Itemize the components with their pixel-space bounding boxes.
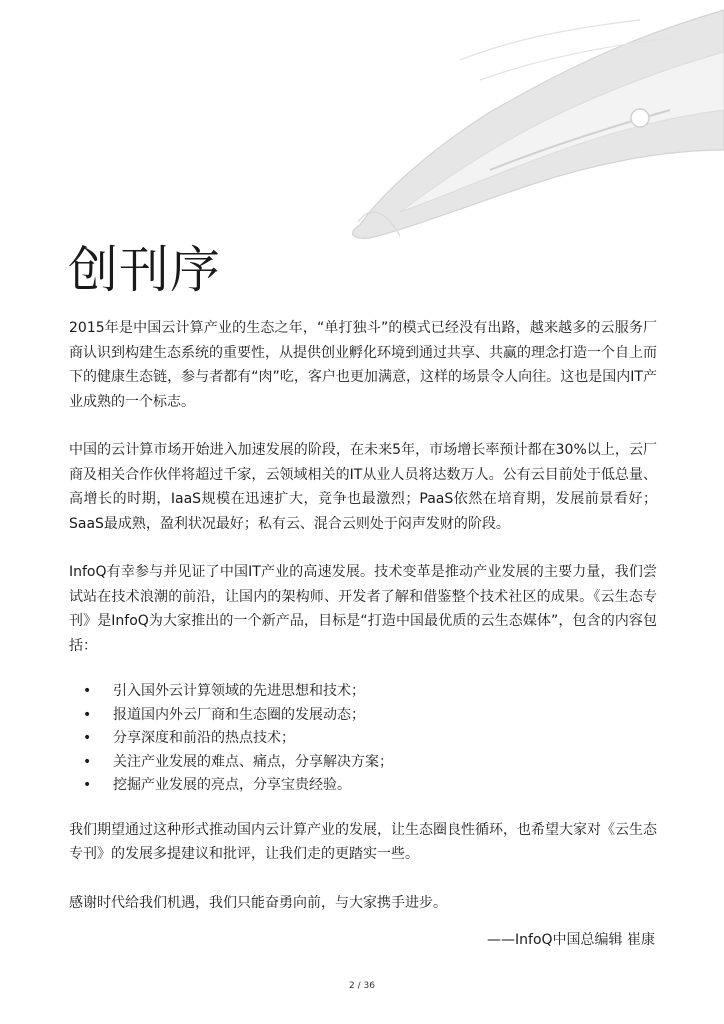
bullet-icon: • <box>83 753 92 770</box>
list-item-text: 挖掘产业发展的亮点，分享宝贵经验。 <box>113 777 351 793</box>
closing-paragraph-1: 我们期望通过这种形式推动国内云计算产业的发展，让生态圈良性循环，也希望大家对《云生态专刊》的发展多提建议和批评，让我们走的更踏实一些。 <box>69 821 657 862</box>
list-item <box>69 727 657 751</box>
list-item <box>69 774 657 798</box>
list-item <box>69 751 657 775</box>
intro-paragraph-3: InfoQ有幸参与并见证了中国IT产业的高速发展。技术变革是推动产业发展的主要力量，我们尝试站在技术浪潮的前沿，让国内的架构师、开发者了解和借鉴整个技术社区的成果。《云生态专刊》是InfoQ为大家推出的一个新产品，目标是“打造中国最优质的云生态媒体”，包含的内容包括： <box>69 564 657 654</box>
intro-paragraph-1: 2015年是中国云计算产业的生态之年，“单打独斗”的模式已经没有出路，越来越多的云服务厂商认识到构建生态系统的重要性，从提供创业孵化环境到通过共享、共赢的理念打造一个自上而下的健康生态链，参与者都有“肉”吃，客户也更加满意，这样的场景令人向往。这也是国内IT产业成熟的一个标志。 <box>69 320 657 410</box>
fountain-pen-nib-icon <box>340 0 724 240</box>
page-number: 2 / 36 <box>349 981 375 991</box>
list-item <box>69 680 657 704</box>
intro-paragraph-2: 中国的云计算市场开始进入加速发展的阶段，在未来5年，市场增长率预计都在30%以上，云厂商及相关合作伙伴将超过千家，云领域相关的IT从业人员将达数万人。公有云目前处于低总量、高增长的时期，IaaS规模在迅速扩大，竞争也最激烈；PaaS依然在培育期，发展前景看好；SaaS最成熟，盈利状况最好；私有云、混合云则处于闷声发财的阶段。 <box>69 442 657 532</box>
bullet-icon: • <box>83 706 92 723</box>
bullet-icon: • <box>83 777 92 793</box>
bullet-icon: • <box>83 683 92 699</box>
closing-paragraph-2: 感谢时代给我们机遇，我们只能奋勇向前，与大家携手进步。 <box>69 894 447 911</box>
content-list <box>69 680 657 798</box>
page-title: 创刊序 <box>68 241 221 299</box>
list-item-text: 关注产业发展的难点、痛点，分享解决方案； <box>113 753 393 770</box>
body-content <box>69 316 657 915</box>
list-item-text: 报道国内外云厂商和生态圈的发展动态； <box>113 706 365 723</box>
list-item <box>69 704 657 728</box>
list-item-text: 引入国外云计算领域的先进思想和技术； <box>113 683 365 699</box>
bullet-icon: • <box>83 730 92 746</box>
list-item-text: 分享深度和前沿的热点技术； <box>113 730 295 746</box>
author-signature: ——InfoQ中国总编辑 崔康 <box>487 932 655 948</box>
